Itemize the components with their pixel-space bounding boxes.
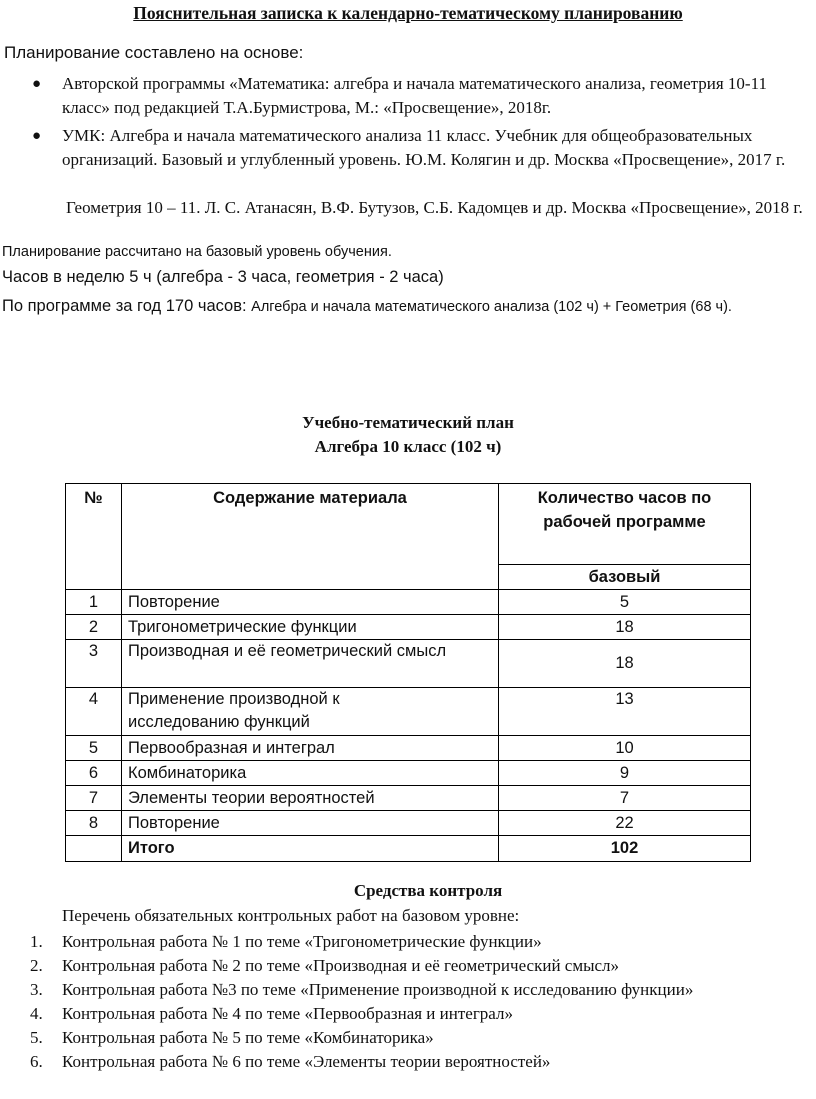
row-num: 5 <box>66 736 122 761</box>
item-text: Контрольная работа №3 по теме «Применение производной к исследованию функции» <box>62 980 694 999</box>
thematic-plan-table <box>65 483 751 862</box>
planning-hours-year <box>2 294 814 319</box>
row-topic: Первообразная и интеграл <box>122 736 499 761</box>
basis-item <box>32 124 802 172</box>
control-tests-list <box>0 930 814 1074</box>
geometry-textbook: Геометрия 10 – 11. Л. С. Атанасян, В.Ф. Бутузов, С.Б. Кадомцев и др. Москва «Просвещение», 2018 г. <box>66 198 803 217</box>
total-num-cell <box>66 836 122 862</box>
list-item <box>0 1002 814 1026</box>
row-num: 7 <box>66 786 122 811</box>
table-row <box>66 811 751 836</box>
row-topic: Повторение <box>122 811 499 836</box>
row-hours: 18 <box>499 640 751 688</box>
row-hours: 22 <box>499 811 751 836</box>
col-header-hours <box>499 484 751 565</box>
row-topic: Комбинаторика <box>122 761 499 786</box>
table-row <box>66 688 751 736</box>
list-item <box>0 1026 814 1050</box>
item-text: Контрольная работа № 2 по теме «Производная и её геометрический смысл» <box>62 956 620 975</box>
item-number: 5. <box>30 1028 43 1047</box>
item-number: 4. <box>30 1004 43 1023</box>
table-row <box>66 615 751 640</box>
table-row <box>66 590 751 615</box>
basis-item-text: Авторской программы «Математика: алгебра и начала математического анализа, геометрия 10-11 класс» под редакцией Т.А.Бурмистрова, М.: «Просвещение», 2018г. <box>62 74 767 117</box>
table-row <box>66 786 751 811</box>
row-topic <box>122 640 499 688</box>
list-item <box>0 954 814 978</box>
row-num: 4 <box>66 688 122 736</box>
row-topic-text: Применение производной к исследованию функций <box>128 690 340 731</box>
row-num: 6 <box>66 761 122 786</box>
item-text: Контрольная работа № 4 по теме «Первообразная и интеграл» <box>62 1004 513 1023</box>
table-row <box>66 640 751 688</box>
col-header-num: № <box>66 484 122 590</box>
col-header-level: базовый <box>499 565 751 590</box>
row-topic-text: Производная и её геометрический смысл <box>128 642 447 660</box>
item-number: 2. <box>30 956 43 975</box>
row-hours: 18 <box>499 615 751 640</box>
planning-hours-week: Часов в неделю 5 ч (алгебра - 3 часа, геометрия - 2 часа) <box>2 268 444 286</box>
col-header-content: Содержание материала <box>122 484 499 590</box>
table-row <box>66 761 751 786</box>
row-hours: 13 <box>499 688 751 736</box>
document-title: Пояснительная записка к календарно-тематическому планированию <box>133 3 683 23</box>
item-number: 6. <box>30 1052 43 1071</box>
row-num: 2 <box>66 615 122 640</box>
table-row <box>66 736 751 761</box>
item-text: Контрольная работа № 5 по теме «Комбинаторика» <box>62 1028 434 1047</box>
item-number: 3. <box>30 980 43 999</box>
hours-year-prefix: По программе за год 170 часов: <box>2 297 252 315</box>
row-topic: Элементы теории вероятностей <box>122 786 499 811</box>
basis-item-text: УМК: Алгебра и начала математического анализа 11 класс. Учебник для общеобразовательных организаций. Базовый и углубленный уровень. Ю.М. Колягин и др. Москва «Просвещение», 2017 г. <box>62 126 786 169</box>
table-header-row <box>66 484 751 565</box>
row-num: 8 <box>66 811 122 836</box>
row-topic <box>122 688 499 736</box>
basis-intro: Планирование составлено на основе: <box>4 43 304 62</box>
row-hours: 7 <box>499 786 751 811</box>
row-topic: Тригонометрические функции <box>122 615 499 640</box>
list-item <box>0 930 814 954</box>
control-title: Средства контроля <box>353 881 503 900</box>
total-label: Итого <box>122 836 499 862</box>
row-num: 1 <box>66 590 122 615</box>
plan-subtitle: Алгебра 10 класс (102 ч) <box>314 437 502 456</box>
item-number: 1. <box>30 932 43 951</box>
total-hours: 102 <box>499 836 751 862</box>
row-topic: Повторение <box>122 590 499 615</box>
table-total-row <box>66 836 751 862</box>
plan-title: Учебно-тематический план <box>302 413 514 432</box>
bullet-icon: ● <box>32 76 42 92</box>
row-hours: 9 <box>499 761 751 786</box>
row-num: 3 <box>66 640 122 688</box>
bullet-icon: ● <box>32 128 42 144</box>
row-hours: 5 <box>499 590 751 615</box>
item-text: Контрольная работа № 1 по теме «Тригонометрические функции» <box>62 932 542 951</box>
col-header-hours-text: Количество часов по рабочей программе <box>537 489 712 531</box>
list-item <box>0 1050 814 1074</box>
control-intro: Перечень обязательных контрольных работ на базовом уровне: <box>62 906 520 925</box>
list-item <box>0 978 814 1002</box>
hours-year-detail: Алгебра и начала математического анализа (102 ч) + Геометрия (68 ч). <box>251 299 732 315</box>
basis-item <box>32 72 802 120</box>
planning-level: Планирование рассчитано на базовый уровень обучения. <box>2 244 392 260</box>
row-hours: 10 <box>499 736 751 761</box>
item-text: Контрольная работа № 6 по теме «Элементы теории вероятностей» <box>62 1052 551 1071</box>
